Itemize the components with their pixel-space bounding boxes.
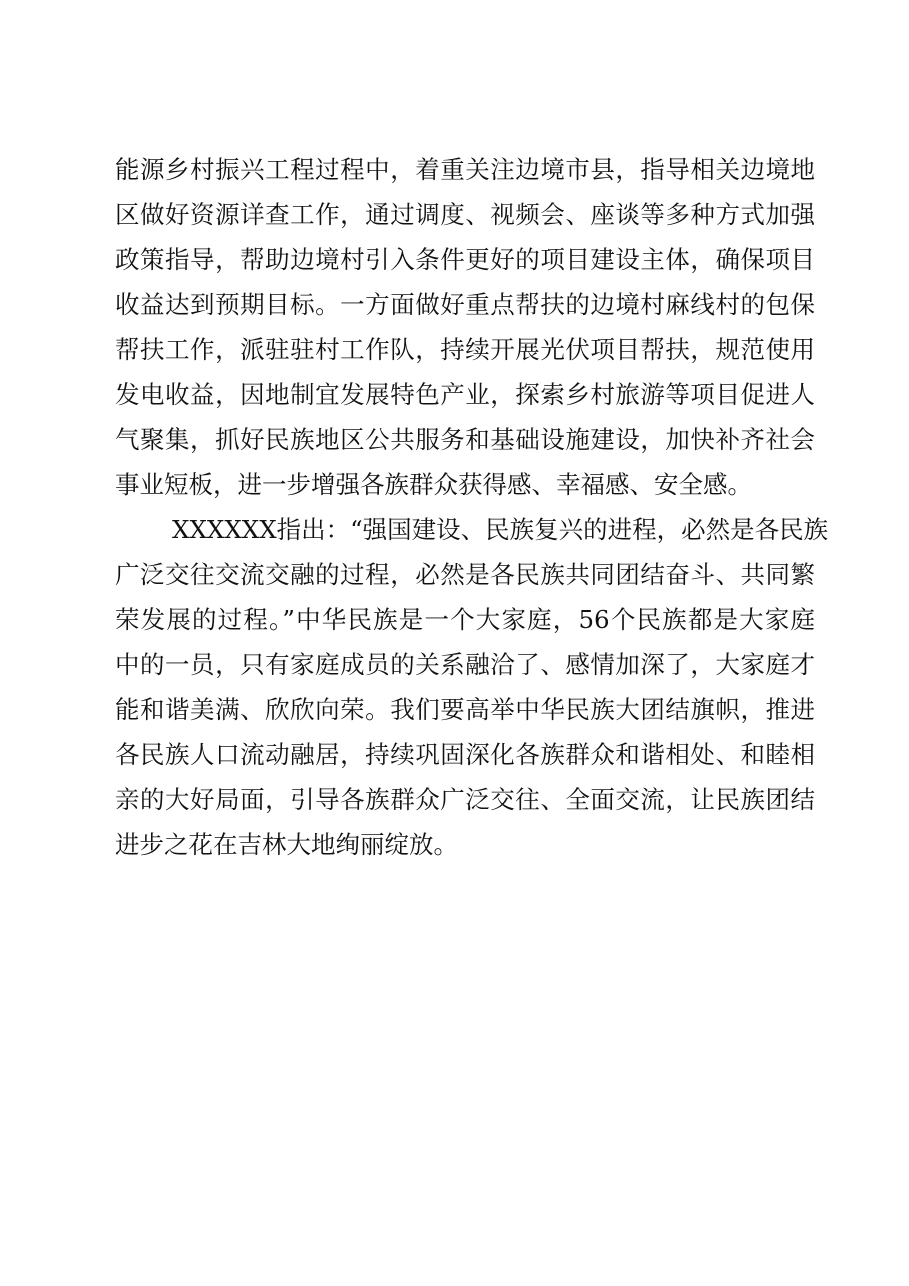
text-line: 收益达到预期目标。一方面做好重点帮扶的边境村麻线村的包保 bbox=[115, 290, 815, 319]
text-line: 区做好资源详查工作，通过调度、视频会、座谈等多种方式加强 bbox=[115, 200, 815, 229]
paragraph-2 bbox=[115, 507, 829, 867]
document-body bbox=[115, 147, 829, 867]
text-line: 政策指导，帮助边境村引入条件更好的项目建设主体，确保项目 bbox=[115, 245, 815, 274]
text-line: 各民族人口流动融居，持续巩固深化各族群众和谐相处、和睦相 bbox=[115, 740, 815, 769]
text-line: 荣发展的过程。”中华民族是一个大家庭，56个民族都是大家庭 bbox=[115, 605, 815, 634]
text-line: XXXXXX指出：“强国建设、民族复兴的进程，必然是各民族 bbox=[172, 515, 829, 544]
text-line: 亲的大好局面，引导各族群众广泛交往、全面交流，让民族团结 bbox=[115, 785, 815, 814]
paragraph-1 bbox=[115, 147, 815, 507]
text-line: 气聚集，抓好民族地区公共服务和基础设施建设，加快补齐社会 bbox=[115, 425, 815, 454]
text-line: 中的一员，只有家庭成员的关系融洽了、感情加深了，大家庭才 bbox=[115, 650, 815, 679]
text-line: 发电收益，因地制宜发展特色产业，探索乡村旅游等项目促进人 bbox=[115, 380, 815, 409]
text-line: 事业短板，进一步增强各族群众获得感、幸福感、安全感。 bbox=[115, 470, 752, 499]
text-line: 帮扶工作，派驻驻村工作队，持续开展光伏项目帮扶，规范使用 bbox=[115, 335, 815, 364]
text-line: 进步之花在吉林大地绚丽绽放。 bbox=[115, 830, 458, 859]
text-line: 广泛交往交流交融的过程，必然是各民族共同团结奋斗、共同繁 bbox=[115, 560, 815, 589]
text-line: 能源乡村振兴工程过程中，着重关注边境市县，指导相关边境地 bbox=[115, 155, 815, 184]
text-line: 能和谐美满、欣欣向荣。我们要高举中华民族大团结旗帜，推进 bbox=[115, 695, 815, 724]
